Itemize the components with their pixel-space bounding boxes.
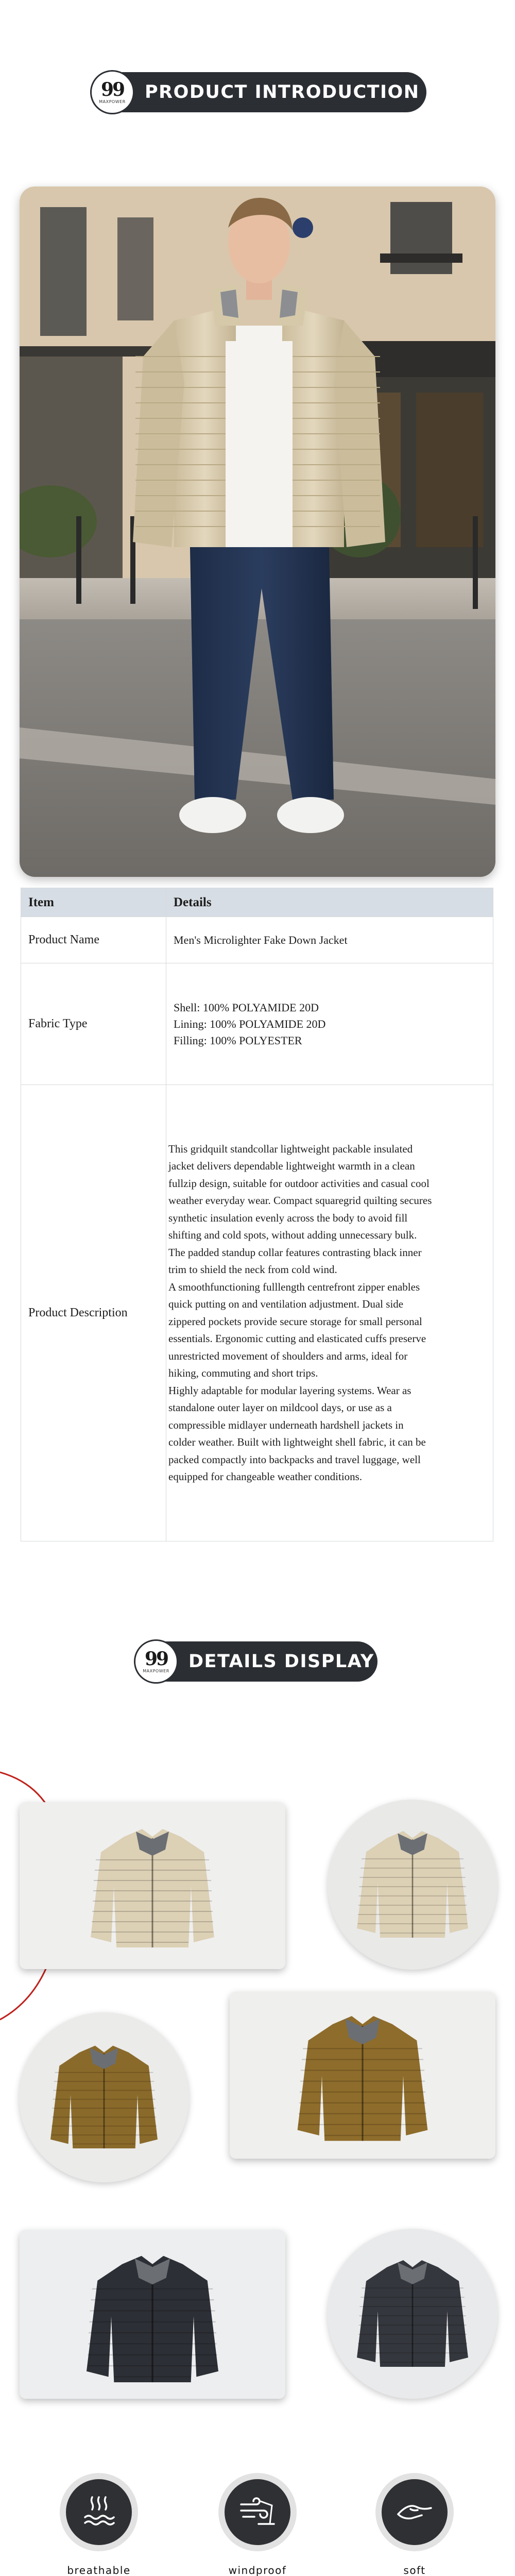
description-line: unrestricted movement of shoulders and arms, ideal for — [168, 1349, 408, 1362]
description-line: essentials. Ergonomic cutting and elasticated cuffs preserve — [168, 1332, 426, 1345]
feature-breathable — [53, 2473, 145, 2576]
description-line: weather everyday wear. Compact squaregrid quilting secures — [168, 1194, 432, 1207]
breathable-icon — [81, 2494, 117, 2530]
description-line: A smoothfunctioning fulllength centrefront zipper enables — [168, 1280, 420, 1293]
description-line: compressible midlayer underneath hardshell jackets in — [168, 1418, 404, 1431]
logo-text: MAXPOWER — [143, 1668, 169, 1673]
hero-model-photo — [20, 187, 495, 877]
description-line: shifting and cold spots, without adding unnecessary bulk. — [168, 1229, 417, 1241]
detail-black-jacket-large — [20, 2230, 285, 2399]
description-label: Product Description — [21, 1085, 166, 1541]
details-display-header — [138, 1641, 377, 1682]
description-line: trim to shield the neck from cold wind. — [168, 1263, 337, 1276]
table-header-row — [21, 888, 493, 917]
description-line: hiking, commuting and short trips. — [168, 1367, 318, 1379]
table-row-product-name — [21, 917, 493, 963]
feature-label: breathable — [67, 2564, 131, 2576]
fabric-filling: Filling: 100% POLYESTER — [174, 1033, 302, 1047]
description-line: Highly adaptable for modular layering systems. Wear as — [168, 1384, 411, 1397]
table-row-description — [21, 1085, 493, 1541]
description-line: This gridquilt standcollar lightweight packable insulated — [168, 1142, 413, 1155]
detail-olive-jacket-round — [19, 2012, 189, 2182]
soft-icon — [395, 2497, 434, 2528]
product-spec-table — [21, 888, 493, 1541]
description-line: The padded standup collar features contrasting black inner — [168, 1246, 422, 1259]
windproof-icon — [238, 2494, 277, 2530]
logo-number: 99 — [144, 1648, 168, 1670]
description-line: synthetic insulation evenly across the body to avoid fill — [168, 1211, 408, 1224]
feature-label: soft — [403, 2564, 426, 2576]
header-item: Item — [21, 888, 166, 917]
feature-windproof — [211, 2473, 304, 2576]
fabric-lining: Lining: 100% POLYAMIDE 20D — [174, 1017, 326, 1030]
feature-label: windproof — [228, 2564, 287, 2576]
description-line: zippered pockets provide secure storage for small personal — [168, 1315, 422, 1328]
description-line: fullzip design, suitable for outdoor activities and casual cool — [168, 1177, 430, 1190]
fabric-type-label: Fabric Type — [21, 963, 166, 1085]
fabric-shell: Shell: 100% POLYAMIDE 20D — [174, 1001, 319, 1014]
product-introduction-header — [94, 72, 426, 112]
brand-logo — [90, 70, 134, 114]
detail-beige-jacket-large — [20, 1802, 285, 1969]
detail-beige-jacket-round — [328, 1800, 497, 1970]
product-name-value: Men's Microlighter Fake Down Jacket — [166, 917, 493, 963]
detail-olive-jacket-large — [230, 1992, 495, 2159]
description-value — [166, 1085, 493, 1541]
brand-logo — [134, 1639, 178, 1684]
detail-black-jacket-round — [328, 2229, 497, 2399]
description-line: equipped for changeable weather conditions. — [168, 1470, 363, 1483]
description-line: packed compactly into backpacks and travel luggage, well — [168, 1453, 421, 1466]
section-title: PRODUCT INTRODUCTION — [145, 82, 420, 103]
header-details: Details — [166, 888, 493, 917]
section-title: DETAILS DISPLAY — [188, 1651, 374, 1672]
table-row-fabric-type — [21, 963, 493, 1085]
feature-soft — [368, 2473, 461, 2576]
description-line: quick putting on and ventilation adjustment. Dual side — [168, 1298, 404, 1310]
product-name-label: Product Name — [21, 917, 166, 963]
description-line: colder weather. Built with lightweight shell fabric, it can be — [168, 1436, 426, 1448]
logo-text: MAXPOWER — [99, 99, 126, 104]
description-line: jacket delivers dependable lightweight warmth in a clean — [168, 1160, 415, 1172]
fabric-type-value — [166, 963, 493, 1085]
description-line: standalone outer layer on mildcool days, or use as a — [168, 1401, 392, 1414]
logo-number: 99 — [100, 78, 124, 100]
